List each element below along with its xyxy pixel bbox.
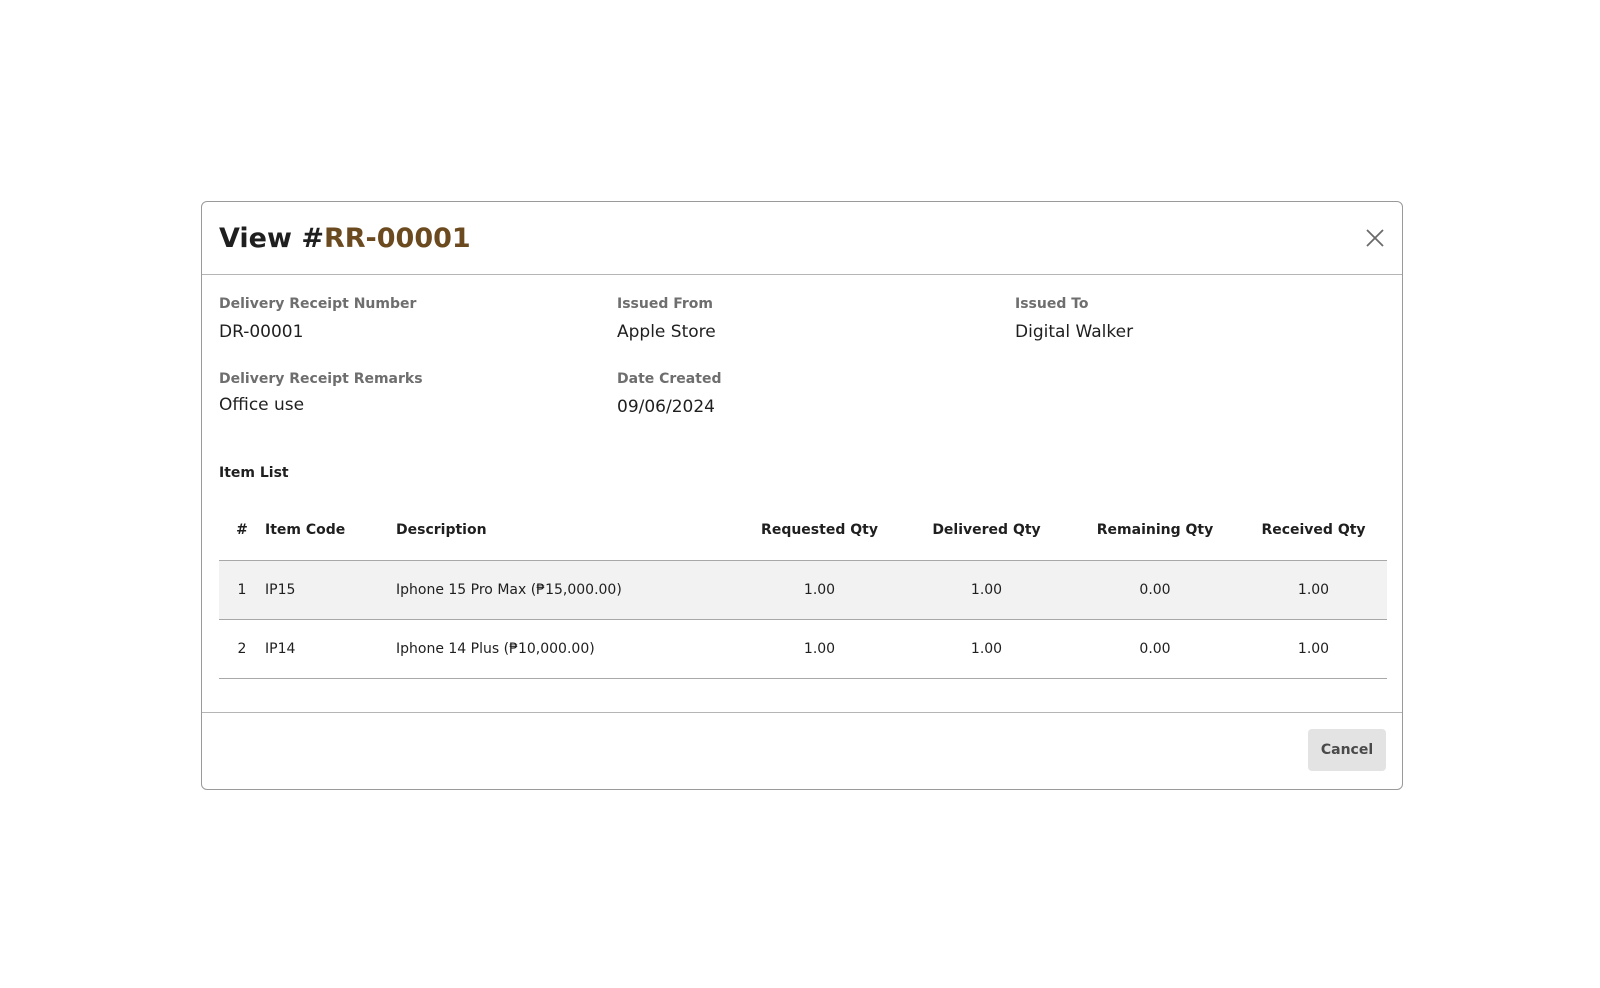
close-button[interactable]: [1362, 225, 1388, 251]
field-label: Issued To: [1015, 296, 1089, 312]
field-label: Date Created: [617, 371, 722, 387]
col-header-remaining-qty: Remaining Qty: [1070, 500, 1240, 561]
table-header-row: [219, 500, 1387, 561]
cell-number: 2: [219, 620, 265, 679]
field-issued-to: [1015, 295, 1133, 343]
table-row: [219, 561, 1387, 620]
field-label: Issued From: [617, 296, 714, 312]
cell-delivered-qty: 1.00: [903, 561, 1070, 620]
table-row: [219, 620, 1387, 679]
modal-footer: [202, 712, 1402, 789]
field-label: Delivery Receipt Number: [219, 296, 417, 312]
cell-remaining-qty: 0.00: [1070, 620, 1240, 679]
field-delivery-receipt-remarks: [219, 370, 423, 416]
col-header-received-qty: Received Qty: [1240, 500, 1387, 561]
cell-requested-qty: 1.00: [736, 561, 903, 620]
cell-remaining-qty: 0.00: [1070, 561, 1240, 620]
field-value: DR-00001: [219, 322, 304, 342]
close-icon: [1362, 225, 1388, 251]
receipt-id: RR-00001: [323, 223, 471, 254]
col-header-item-code: Item Code: [265, 500, 396, 561]
col-header-delivered-qty: Delivered Qty: [903, 500, 1070, 561]
col-header-requested-qty: Requested Qty: [736, 500, 903, 561]
field-label: Delivery Receipt Remarks: [219, 371, 423, 387]
title-prefix: View #: [219, 223, 324, 254]
modal-title: [219, 222, 471, 256]
view-receipt-modal: [201, 201, 1403, 790]
cell-description: Iphone 14 Plus (₱10,000.00): [396, 620, 736, 679]
field-date-created: [617, 370, 721, 418]
item-table: [219, 500, 1387, 679]
cell-number: 1: [219, 561, 265, 620]
field-value: Digital Walker: [1015, 322, 1134, 342]
cell-item-code: IP15: [265, 561, 396, 620]
field-value: Apple Store: [617, 322, 716, 342]
cell-received-qty: 1.00: [1240, 620, 1387, 679]
field-delivery-receipt-number: [219, 295, 416, 343]
field-value: 09/06/2024: [617, 397, 715, 417]
cell-received-qty: 1.00: [1240, 561, 1387, 620]
field-issued-from: [617, 295, 716, 343]
field-value: Office use: [219, 395, 305, 415]
cancel-button[interactable]: Cancel: [1308, 729, 1386, 771]
cell-delivered-qty: 1.00: [903, 620, 1070, 679]
col-header-description: Description: [396, 500, 736, 561]
cell-item-code: IP14: [265, 620, 396, 679]
modal-header: [202, 202, 1402, 275]
item-list-title: Item List: [219, 465, 289, 481]
cell-requested-qty: 1.00: [736, 620, 903, 679]
cell-description: Iphone 15 Pro Max (₱15,000.00): [396, 561, 736, 620]
col-header-number: #: [219, 500, 265, 561]
